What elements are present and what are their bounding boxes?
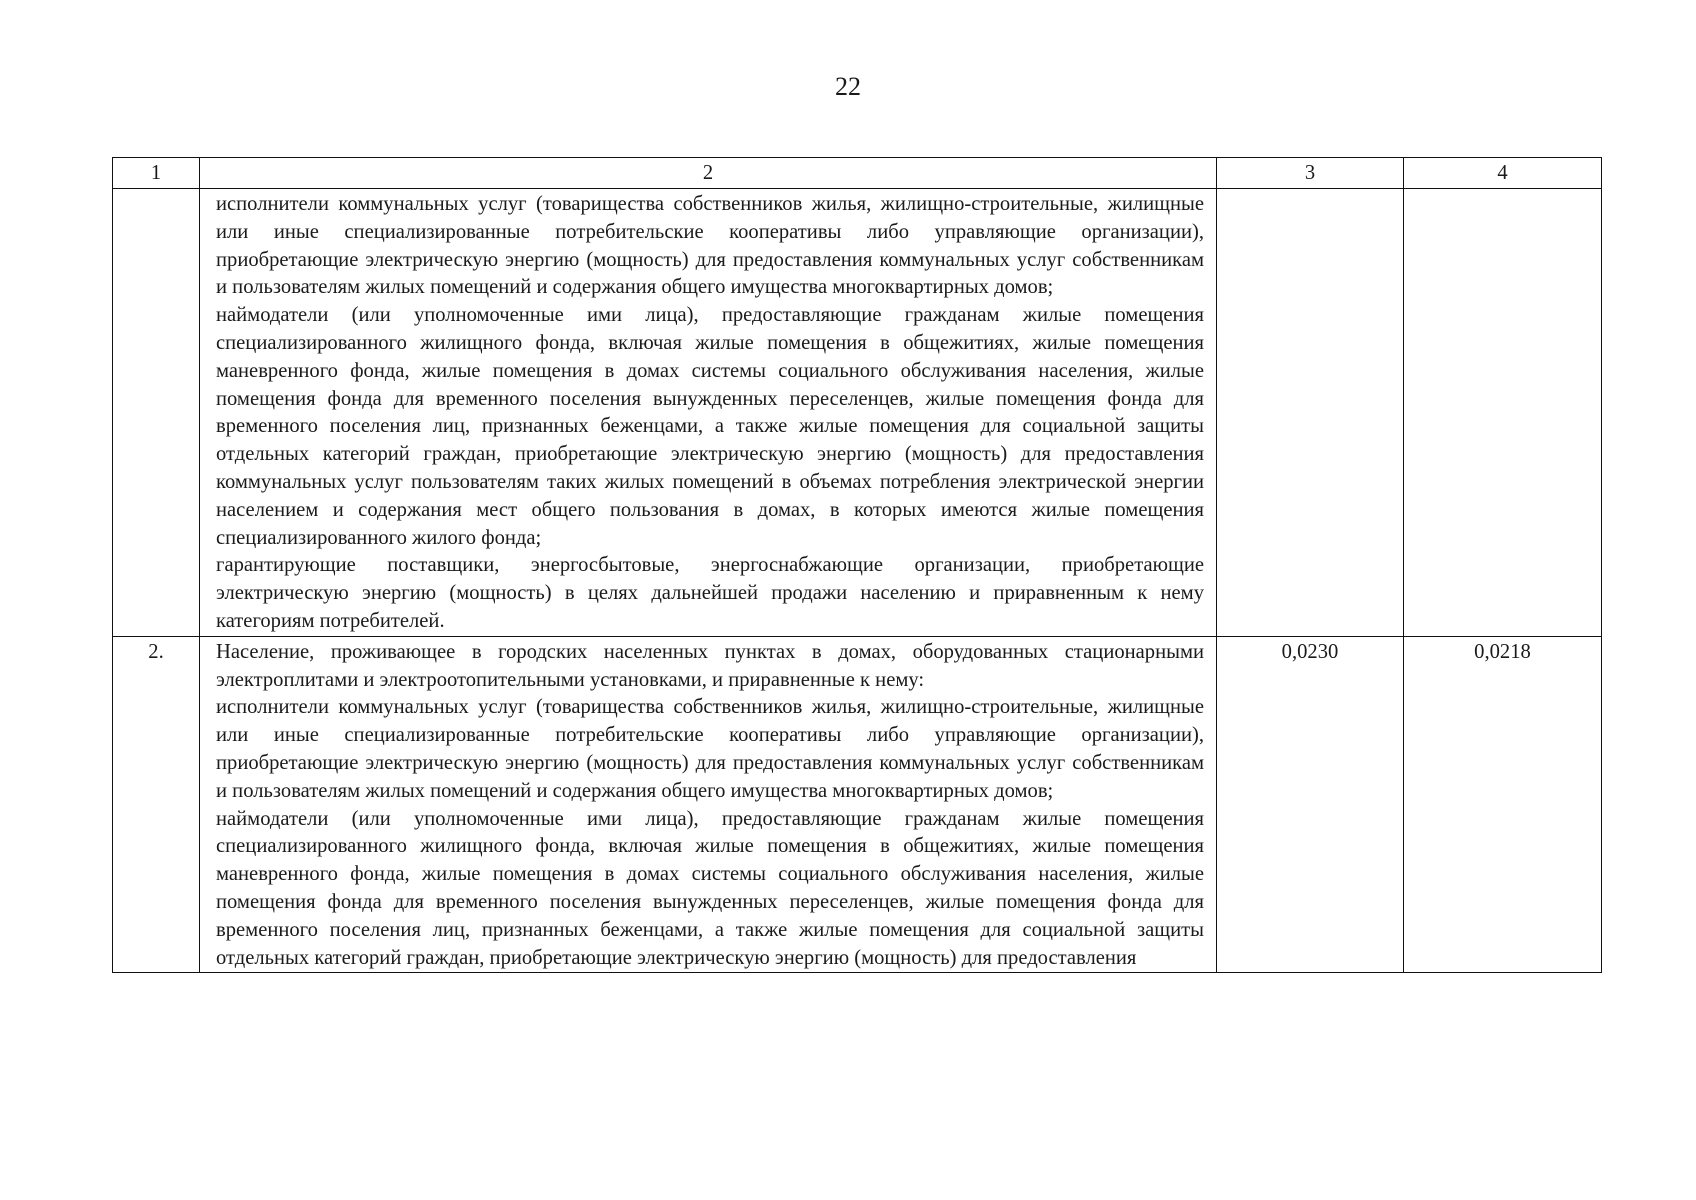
description-paragraph: исполнители коммунальных услуг (товарищества собственников жилья, жилищно-строительные, жилищные или иные специализированные потребительские кооперативы либо управляющие организации), приобретающие электрическую энергию (мощность) для предоставления коммунальных услуг собственникам и пользователям жилых помещений и содержания общего имущества многоквартирных домов; bbox=[216, 696, 1204, 802]
description-paragraph: Население, проживающее в городских населенных пунктах в домах, оборудованных стационарными электроплитами и электроотопительными установками, и приравненные к нему: bbox=[216, 640, 1204, 691]
column-header-4: 4 bbox=[1404, 158, 1602, 189]
table-header-row bbox=[113, 158, 1602, 189]
table-row bbox=[113, 636, 1602, 973]
description-paragraph: гарантирующие поставщики, энергосбытовые, энергоснабжающие организации, приобретающие электрическую энергию (мощность) в целях дальнейшей продажи населению и приравненным к нему категориям потребителей. bbox=[216, 554, 1204, 632]
value-col4: 0,0218 bbox=[1404, 636, 1602, 973]
row-number bbox=[113, 189, 200, 637]
tariff-table bbox=[112, 157, 1602, 973]
description-paragraph: наймодатели (или уполномоченные ими лица), предоставляющие гражданам жилые помещения специализированного жилищного фонда, включая жилые помещения в общежитиях, жилые помещения маневренного фонда, жилые помещения в домах системы социального обслуживания населения, жилые помещения фонда для временного поселения вынужденных переселенцев, жилые помещения фонда для временного поселения лиц, признанных беженцами, а также жилые помещения для социальной защиты отдельных категорий граждан, приобретающие электрическую энергию (мощность) для предоставления bbox=[216, 807, 1204, 969]
column-header-3: 3 bbox=[1217, 158, 1404, 189]
value-col3 bbox=[1217, 189, 1404, 637]
value-col4 bbox=[1404, 189, 1602, 637]
value-col3: 0,0230 bbox=[1217, 636, 1404, 973]
table-row bbox=[113, 189, 1602, 637]
description-paragraph: исполнители коммунальных услуг (товарищества собственников жилья, жилищно-строительные, жилищные или иные специализированные потребительские кооперативы либо управляющие организации), приобретающие электрическую энергию (мощность) для предоставления коммунальных услуг собственникам и пользователям жилых помещений и содержания общего имущества многоквартирных домов; bbox=[216, 193, 1204, 299]
column-header-2: 2 bbox=[200, 158, 1217, 189]
description-paragraph: наймодатели (или уполномоченные ими лица), предоставляющие гражданам жилые помещения специализированного жилищного фонда, включая жилые помещения в общежитиях, жилые помещения маневренного фонда, жилые помещения в домах системы социального обслуживания населения, жилые помещения фонда для временного поселения вынужденных переселенцев, жилые помещения фонда для временного поселения лиц, признанных беженцами, а также жилые помещения для социальной защиты отдельных категорий граждан, приобретающие электрическую энергию (мощность) для предоставления коммунальных услуг пользователям таких жилых помещений в объемах потребления электрической энергии населением и содержания мест общего пользования в домах, в которых имеются жилые помещения специализированного жилого фонда; bbox=[216, 304, 1204, 549]
row-description bbox=[200, 636, 1217, 973]
row-description bbox=[200, 189, 1217, 637]
page-number: 22 bbox=[835, 72, 861, 101]
column-header-1: 1 bbox=[113, 158, 200, 189]
row-number: 2. bbox=[113, 636, 200, 973]
